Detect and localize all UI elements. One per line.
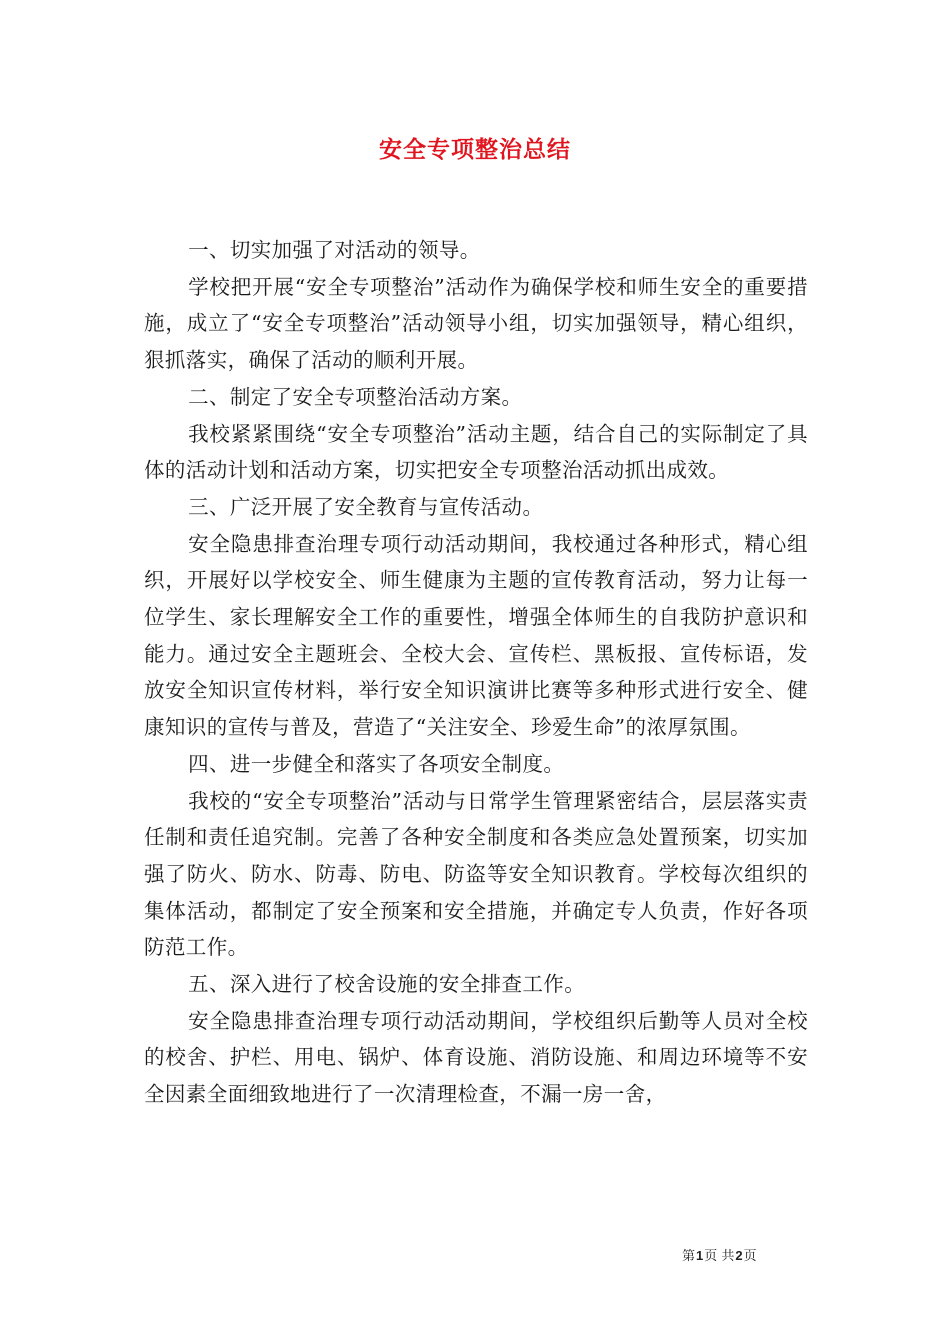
footer-middle: 页 共 [704, 1249, 735, 1264]
section-heading-3: 三、广泛开展了安全教育与宣传活动。 [188, 494, 544, 519]
section-heading-4: 四、进一步健全和落实了各项安全制度。 [188, 751, 565, 776]
total-pages-number: 2 [735, 1248, 743, 1263]
section-heading-2: 二、制定了安全专项整治活动方案。 [188, 384, 523, 409]
document-body [144, 232, 808, 1113]
section-paragraph-2: 我校紧紧围绕“安全专项整治”活动主题，结合自己的实际制定了具体的活动计划和活动方案，切实把安全专项整治活动抓出成效。 [144, 421, 808, 483]
document-title: 安全专项整治总结 [379, 136, 571, 163]
section-paragraph-3: 安全隐患排查治理专项行动活动期间，我校通过各种形式，精心组织，开展好以学校安全、师生健康为主题的宣传教育活动，努力让每一位学生、家长理解安全工作的重要性，增强全体师生的自我防护意识和能力。通过安全主题班会、全校大会、宣传栏、黑板报、宣传标语，发放安全知识宣传材料，举行安全知识演讲比赛等多种形式进行安全、健康知识的宣传与普及，营造了“关注安全、珍爱生命”的浓厚氛围。 [144, 531, 808, 740]
footer-prefix: 第 [682, 1249, 696, 1264]
section-paragraph-4: 我校的“安全专项整治”活动与日常学生管理紧密结合，层层落实责任制和责任追究制。完善了各种安全制度和各类应急处置预案，切实加强了防火、防水、防毒、防电、防盗等安全知识教育。学校每次组织的集体活动，都制定了安全预案和安全措施，并确定专人负责，作好各项防范工作。 [144, 788, 808, 960]
section-paragraph-1: 学校把开展“安全专项整治”活动作为确保学校和师生安全的重要措施，成立了“安全专项整治”活动领导小组，切实加强领导，精心组织，狠抓落实，确保了活动的顺利开展。 [144, 274, 808, 373]
section-paragraph-5: 安全隐患排查治理专项行动活动期间，学校组织后勤等人员对全校的校舍、护栏、用电、锅炉、体育设施、消防设施、和周边环境等不安全因素全面细致地进行了一次清理检查，不漏一房一舍， [144, 1008, 808, 1107]
footer-suffix: 页 [743, 1249, 757, 1264]
page-number-footer [682, 1245, 822, 1264]
current-page-number: 1 [696, 1248, 704, 1263]
section-heading-1: 一、切实加强了对活动的领导。 [188, 238, 481, 262]
section-heading-5: 五、深入进行了校舍设施的安全排查工作。 [188, 972, 586, 997]
